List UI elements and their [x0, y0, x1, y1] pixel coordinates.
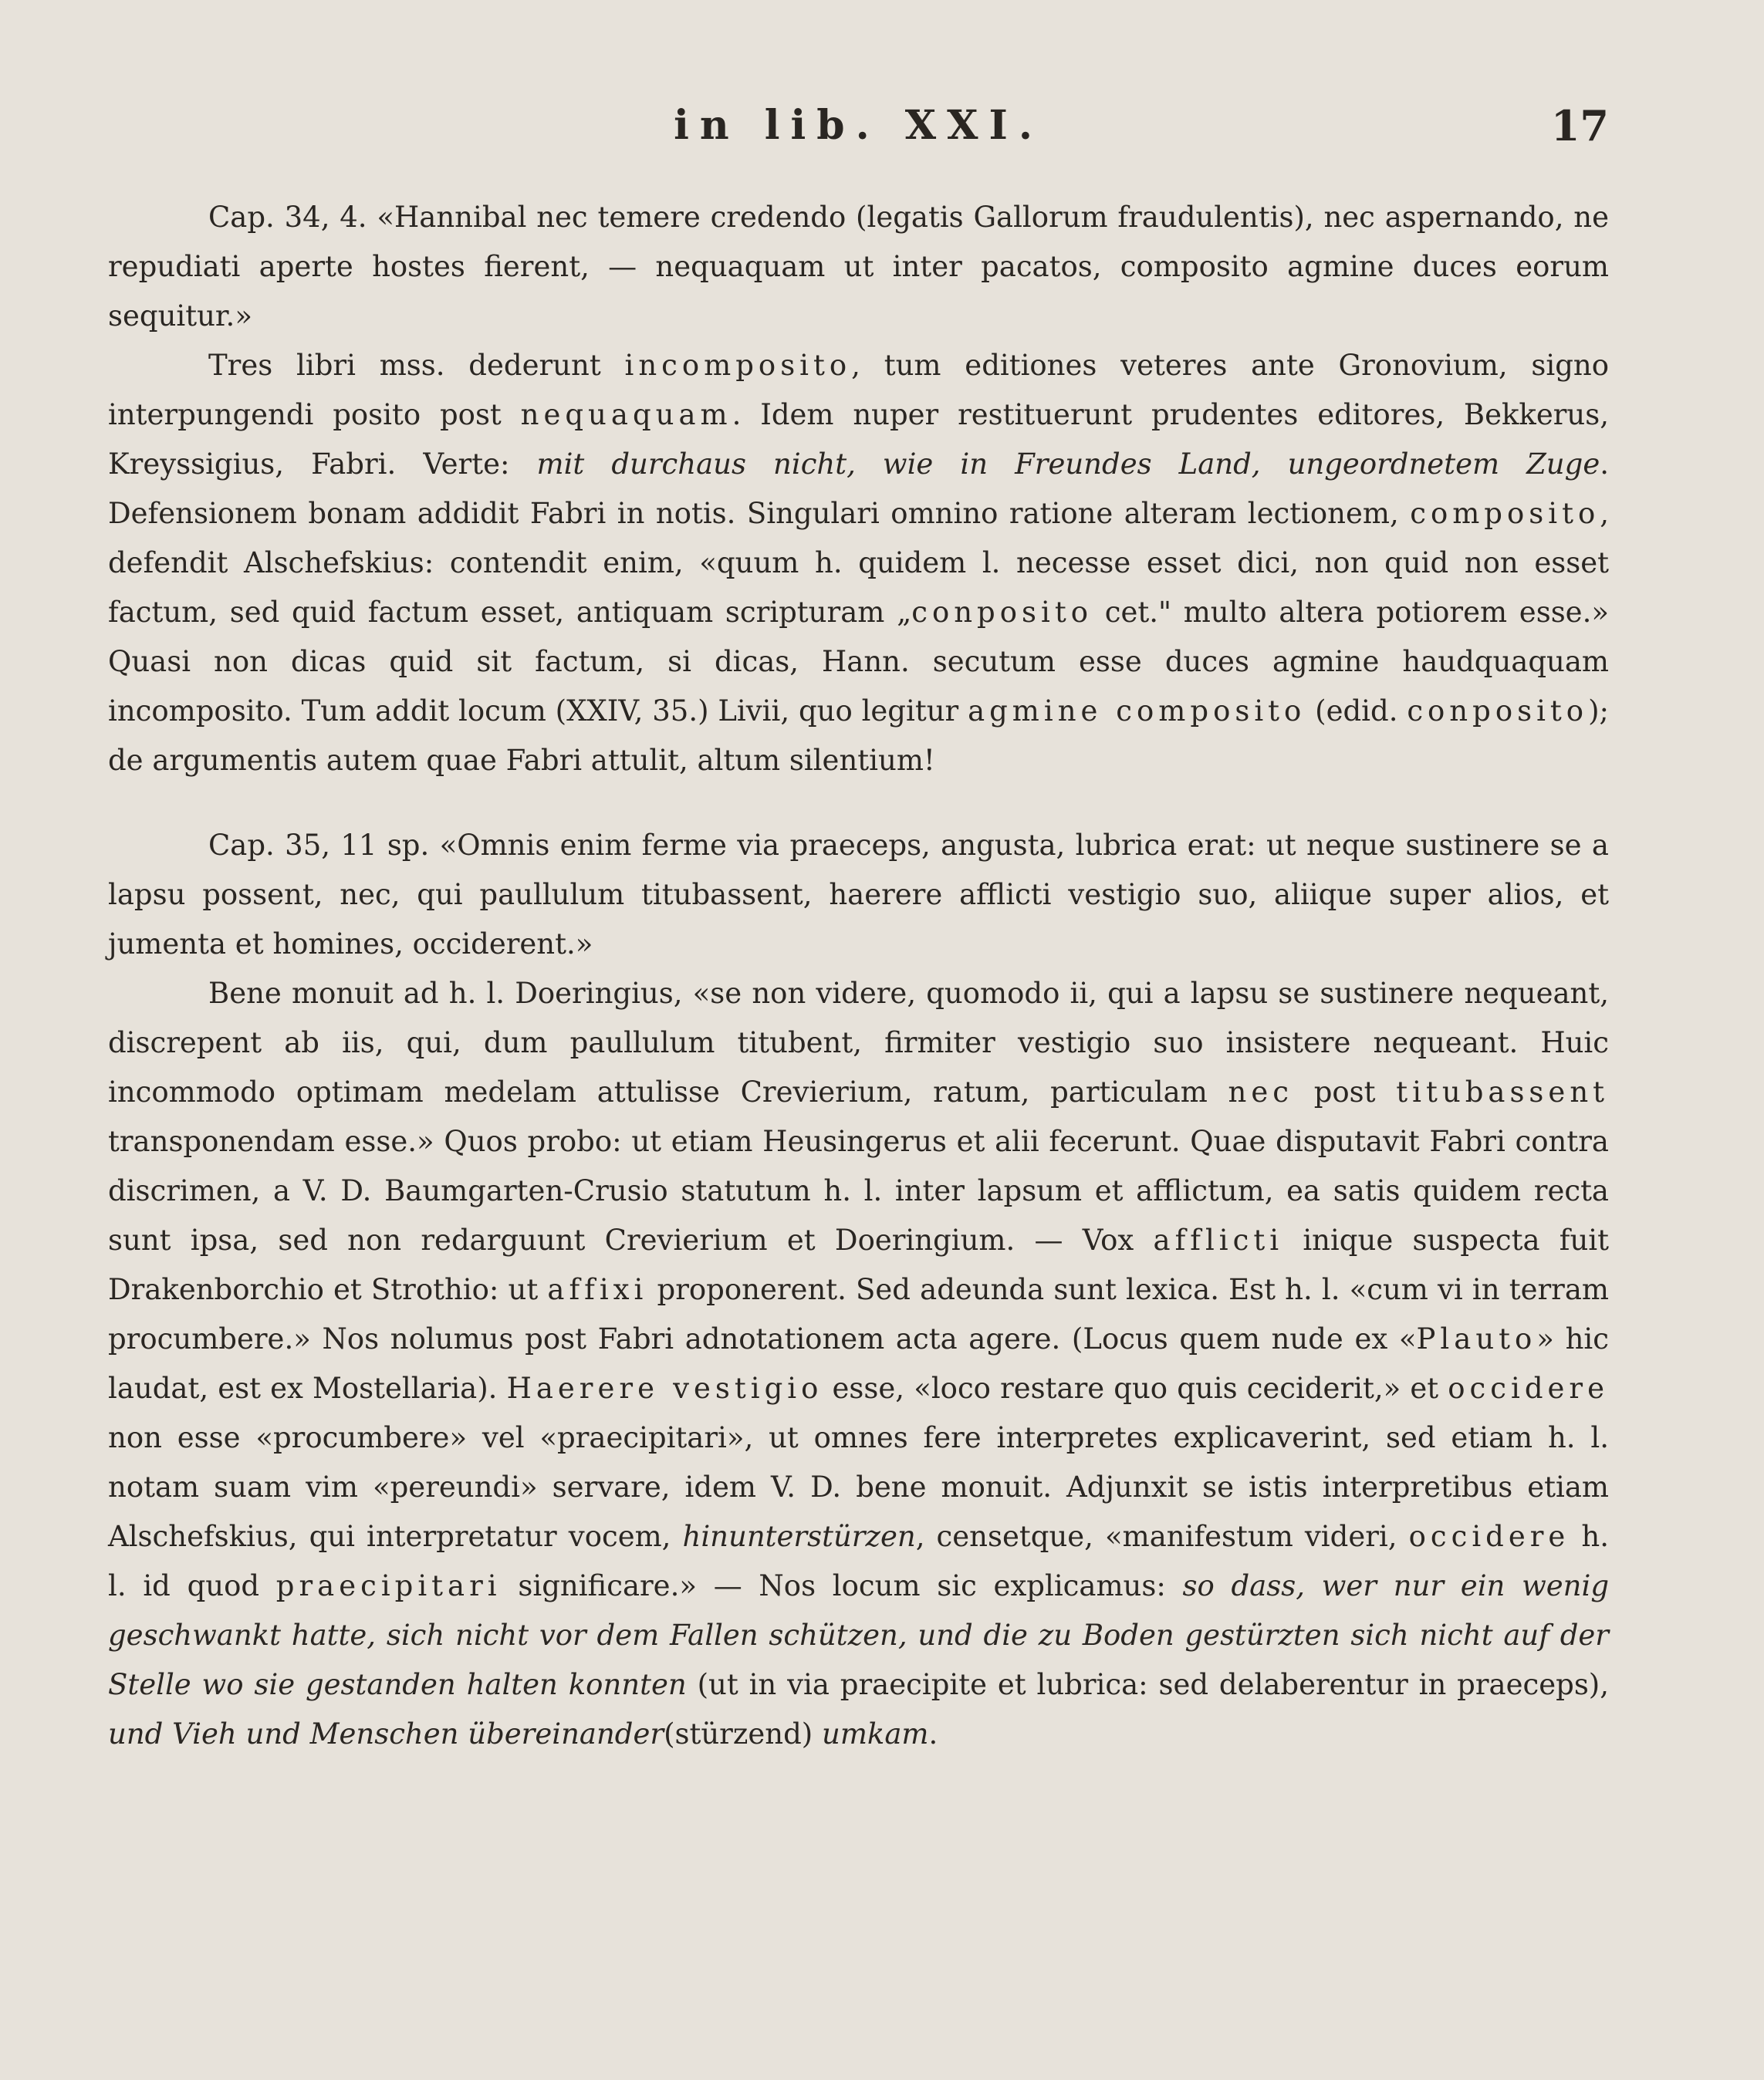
- text-run: Cap. 34, 4. «Hannibal nec temere credendo (legatis Gallorum fraudulentis), nec aspernando, ne repudiati aperte hostes fierent, — nequaquam ut inter pacatos, composito agmine duces eorum sequitur.»: [108, 201, 1609, 333]
- body-text: [108, 193, 1609, 1759]
- text-run: transponendam esse.» Quos probo: ut etiam Heusingerus et alii fecerunt. Quae disputavit Fabri contra discrimen, a V. D. Baumgarten-Crusio statutum h. l. inter lapsum et afflictum, ea satis quidem recta sunt ipsa, sed non redarguunt Crevierium et Doeringium. — Vox: [108, 1125, 1609, 1257]
- spaced-emphasis: agmine composito: [968, 694, 1306, 728]
- paragraph: [108, 341, 1609, 785]
- spaced-emphasis: composito: [1410, 497, 1600, 530]
- spaced-emphasis: conposito: [911, 596, 1093, 629]
- paragraph: [108, 193, 1609, 341]
- italic-phrase: und Vieh und Menschen übereinander: [108, 1717, 664, 1751]
- page-number: 17: [1550, 101, 1609, 150]
- spaced-emphasis: afflicti: [1153, 1224, 1284, 1257]
- text-run: Bene monuit ad h. l. Doeringius, «se non videre, quomodo ii, qui a lapsu se sustinere nequeant, discrepent ab iis, qui, dum paullulum titubent, firmiter vestigio suo insistere nequeant. Huic incommodo optimam medelam attulisse Crevierium, ratum, particulam: [108, 977, 1609, 1109]
- text-run: Cap. 35, 11 sp. «Omnis enim ferme via praeceps, angusta, lubrica erat: ut neque sustinere se a lapsu possent, nec, qui paullulum titubassent, haerere afflicti vestigio suo, aliique super alios, et jumenta et homines, occiderent.»: [108, 829, 1609, 961]
- spaced-emphasis: nec: [1228, 1075, 1293, 1109]
- text-run: , tum editiones veteres ante Gronovium, signo interpungendi posito post: [108, 349, 1609, 431]
- text-run: proponerent. Sed adeunda sunt lexica. Est h. l. «cum vi in terram procumbere.» Nos nolumus post Fabri adnotationem acta agere. (Locus quem nude ex «: [108, 1273, 1610, 1356]
- spaced-emphasis: Plauto: [1416, 1322, 1537, 1356]
- spaced-emphasis: incomposito: [624, 349, 852, 382]
- italic-phrase: mit durchaus nicht, wie in Freundes Land, ungeordnetem Zuge: [536, 447, 1600, 481]
- text-run: ); de argumentis autem quae Fabri attulit, altum silentium!: [108, 694, 1609, 777]
- paragraph: [108, 821, 1609, 969]
- text-run: h. l. id quod: [108, 1520, 1609, 1602]
- text-run: Tres libri mss. dederunt: [208, 349, 625, 382]
- text-run: » hic laudat, est ex Mostellaria).: [108, 1322, 1609, 1405]
- text-run: (ut in via praecipite et lubrica: sed delaberentur in praeceps),: [686, 1668, 1609, 1701]
- text-run: .: [928, 1717, 938, 1751]
- spaced-emphasis: Haerere vestigio: [506, 1372, 823, 1405]
- text-run: esse, «loco restare quo quis ceciderit,» et: [823, 1372, 1448, 1405]
- italic-phrase: so dass, wer nur ein wenig geschwankt hatte, sich nicht vor dem Fallen schützen, und die zu Boden gestürzten sich nicht auf der Stelle wo sie gestanden halten konnten: [108, 1569, 1610, 1701]
- text-run: . Idem nuper restituerunt prudentes editores, Bekkerus, Kreyssigius, Fabri. Verte:: [108, 398, 1610, 481]
- spaced-emphasis: titubassent: [1396, 1075, 1610, 1109]
- paragraph: [108, 969, 1609, 1759]
- italic-phrase: umkam: [821, 1717, 929, 1751]
- text-run: cet." multo altera potiorem esse.» Quasi non dicas quid sit factum, si dicas, Hann. secutum esse duces agmine haudquaquam incomposito. Tum addit locum (XXIV, 35.) Livii, quo legitur: [108, 596, 1609, 728]
- spaced-emphasis: occidere: [1448, 1372, 1609, 1405]
- text-run: non esse «procumbere» vel «praecipitari», ut omnes fere interpretes explicaverint, sed etiam h. l. notam suam vim «pereundi» servare, idem V. D. bene monuit. Adjunxit se istis interpretibus etiam Alschefskius, qui interpretatur vocem,: [108, 1421, 1609, 1553]
- page-header: [108, 99, 1609, 153]
- spaced-emphasis: praecipitari: [275, 1569, 502, 1602]
- text-run: inique suspecta fuit Drakenborchio et Strothio: ut: [108, 1224, 1609, 1306]
- text-run: (stürzend): [664, 1717, 822, 1751]
- spaced-emphasis: affixi: [547, 1273, 648, 1306]
- text-run: . Defensionem bonam addidit Fabri in notis. Singulari omnino ratione alteram lectionem,: [108, 447, 1609, 530]
- running-title: in lib. XXI.: [674, 102, 1043, 149]
- spaced-emphasis: conposito: [1407, 694, 1589, 728]
- text-run: , defendit Alschefskius: contendit enim, «quum h. quidem l. necesse esset dici, non quid non esset factum, sed quid factum esset, antiquam scripturam „: [108, 497, 1609, 629]
- spaced-emphasis: nequaquam: [520, 398, 732, 431]
- text-run: , censetque, «manifestum videri,: [915, 1520, 1409, 1553]
- spaced-emphasis: occidere: [1408, 1520, 1570, 1553]
- italic-phrase: hinunterstürzen: [682, 1520, 916, 1553]
- text-run: post: [1293, 1075, 1397, 1109]
- text-run: (edid.: [1306, 694, 1407, 728]
- text-run: significare.» — Nos locum sic explicamus:: [501, 1569, 1183, 1602]
